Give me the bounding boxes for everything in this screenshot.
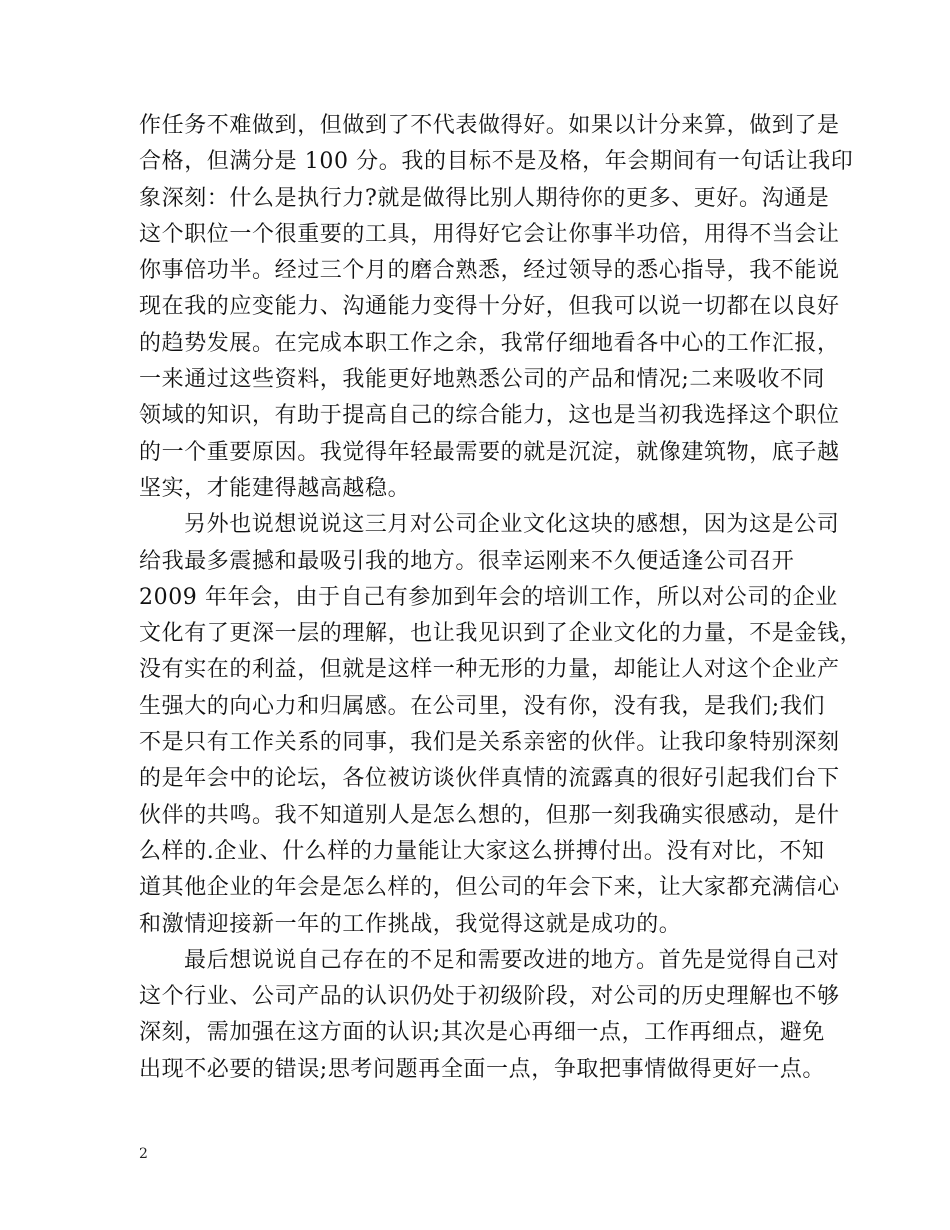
text-line: 这个职位一个很重要的工具，用得好它会让你事半功倍，用得不当会让 [139,221,840,247]
text-line: 深刻，需加强在这方面的认识;其次是心再细一点，工作再细点，避免 [139,1020,826,1046]
page-number: 2 [139,1146,148,1162]
text-line: 不是只有工作关系的同事，我们是关系亲密的伙伴。让我印象特别深刻 [139,730,840,756]
text-line: 一来通过这些资料，我能更好地熟悉公司的产品和情况;二来吸收不同 [139,367,826,393]
paragraph-2 [139,507,863,943]
document-body [139,108,863,1088]
text-line: 2009 年年会，由于自己有参加到年会的培训工作，所以对公司的企业 [139,584,838,610]
text-line: 给我最多震撼和最吸引我的地方。很幸运刚来不久便适逢公司召开 [139,548,795,574]
text-line: 出现不必要的错误;思考问题再全面一点，争取把事情做得更好一点。 [139,1056,826,1082]
text-line: 的是年会中的论坛，各位被访谈伙伴真情的流露真的很好引起我们台下 [139,766,840,792]
text-line: 的一个重要原因。我觉得年轻最需要的就是沉淀，就像建筑物，底子越 [139,439,840,465]
text-line: 最后想说说自己存在的不足和需要改进的地方。首先是觉得自己对 [184,947,840,973]
text-line: 另外也说想说说这三月对公司企业文化这块的感想，因为这是公司 [184,512,840,538]
text-line: 作任务不难做到，但做到了不代表做得好。如果以计分来算，做到了是 [139,113,840,138]
text-line: 道其他企业的年会是怎么样的，但公司的年会下来，让大家都充满信心 [139,875,840,901]
text-line: 没有实在的利益，但就是这样一种无形的力量，却能让人对这个企业产 [139,657,840,683]
text-line: 领域的知识，有助于提高自己的综合能力，这也是当初我选择这个职位 [139,403,840,429]
text-line: 象深刻：什么是执行力?就是做得比别人期待你的更多、更好。沟通是 [139,185,830,211]
text-line: 这个行业、公司产品的认识仍处于初级阶段，对公司的历史理解也不够 [139,984,840,1010]
text-line: 生强大的向心力和归属感。在公司里，没有你，没有我，是我们;我们 [139,693,826,719]
text-line: 合格，但满分是 100 分。我的目标不是及格，年会期间有一句话让我印 [139,149,854,175]
text-line: 坚实，才能建得越高越稳。 [139,475,411,501]
text-line: 的趋势发展。在完成本职工作之余，我常仔细地看各中心的工作汇报， [139,330,840,356]
paragraph-1 [139,108,854,507]
text-line: 现在我的应变能力、沟通能力变得十分好，但我可以说一切都在以良好 [139,294,840,320]
text-line: 文化有了更深一层的理解，也让我见识到了企业文化的力量，不是金钱， [139,621,863,647]
text-line: 你事倍功半。经过三个月的磨合熟悉，经过领导的悉心指导，我不能说 [139,258,840,284]
text-line: 和激情迎接新一年的工作挑战，我觉得这就是成功的。 [139,911,682,937]
paragraph-3 [139,943,840,1088]
text-line: 伙伴的共鸣。我不知道别人是怎么想的，但那一刻我确实很感动，是什 [139,802,840,828]
text-line: 么样的.企业、什么样的力量能让大家这么拼搏付出。没有对比，不知 [139,838,825,864]
